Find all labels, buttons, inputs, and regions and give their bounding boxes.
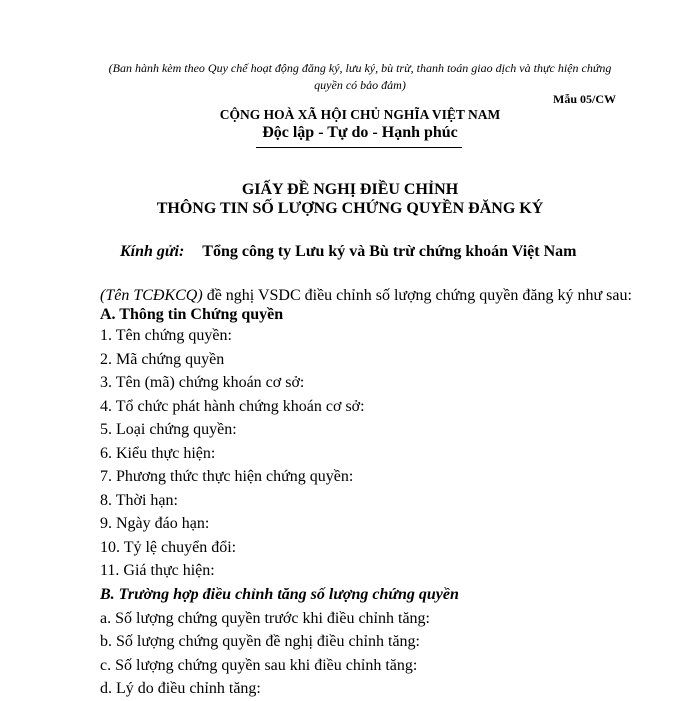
motto-underline (256, 147, 462, 148)
list-item: 10. Tỷ lệ chuyển đổi: (100, 538, 237, 556)
list-item: d. Lý do điều chỉnh tăng: (100, 680, 261, 697)
list-item: 6. Kiểu thực hiện: (100, 444, 216, 462)
section-a-list (100, 324, 660, 583)
form-code: Mẫu 05/CW (553, 92, 616, 106)
list-item: 8. Thời hạn: (100, 491, 178, 509)
list-item: 2. Mã chứng quyền (100, 350, 225, 368)
issued-note: (Ban hành kèm theo Quy chế hoạt động đăng ký, lưu ký, bù trừ, thanh toán giao dịch và thực hiện chứng quyền có bảo đảm) (108, 61, 612, 92)
national-motto: Độc lập - Tự do - Hạnh phúc (262, 124, 458, 141)
title-line-2: THÔNG TIN SỐ LƯỢNG CHỨNG QUYỀN ĐĂNG KÝ (156, 200, 544, 217)
list-item: c. Số lượng chứng quyền sau khi điều chỉnh tăng: (100, 656, 418, 674)
list-item: 3. Tên (mã) chứng khoán cơ sở: (100, 374, 305, 391)
list-item: 9. Ngày đáo hạn: (100, 515, 210, 532)
document-title (60, 180, 640, 218)
title-line-1: GIẤY ĐỀ NGHỊ ĐIỀU CHỈNH (241, 181, 459, 198)
section-a-title: A. Thông tin Chứng quyền (100, 306, 284, 323)
list-item: a. Số lượng chứng quyền trước khi điều chỉnh tăng: (100, 609, 430, 627)
form-body (100, 286, 660, 701)
list-item: 4. Tổ chức phát hành chứng khoán cơ sở: (100, 397, 365, 415)
list-item: 1. Tên chứng quyền: (100, 327, 232, 344)
org-placeholder: (Tên TCĐKCQ) (100, 287, 203, 304)
list-item: 5. Loại chứng quyền: (100, 421, 237, 438)
recipient-label: Kính gửi: (120, 243, 185, 260)
list-item: b. Số lượng chứng quyền đề nghị điều chỉnh tăng: (100, 633, 420, 650)
country-name: CỘNG HOÀ XÃ HỘI CHỦ NGHĨA VIỆT NAM (219, 107, 501, 122)
recipient (120, 243, 576, 261)
section-b-list (100, 607, 660, 701)
intro-paragraph (100, 286, 660, 306)
recipient-name: Tổng công ty Lưu ký và Bù trừ chứng khoán Việt Nam (202, 243, 577, 260)
list-item: 11. Giá thực hiện: (100, 562, 215, 579)
section-b-title: B. Trường hợp điều chỉnh tăng số lượng chứng quyền (100, 585, 459, 603)
intro-text: đề nghị VSDC điều chỉnh số lượng chứng quyền đăng ký như sau: (202, 287, 632, 304)
list-item: 7. Phương thức thực hiện chứng quyền: (100, 468, 354, 485)
